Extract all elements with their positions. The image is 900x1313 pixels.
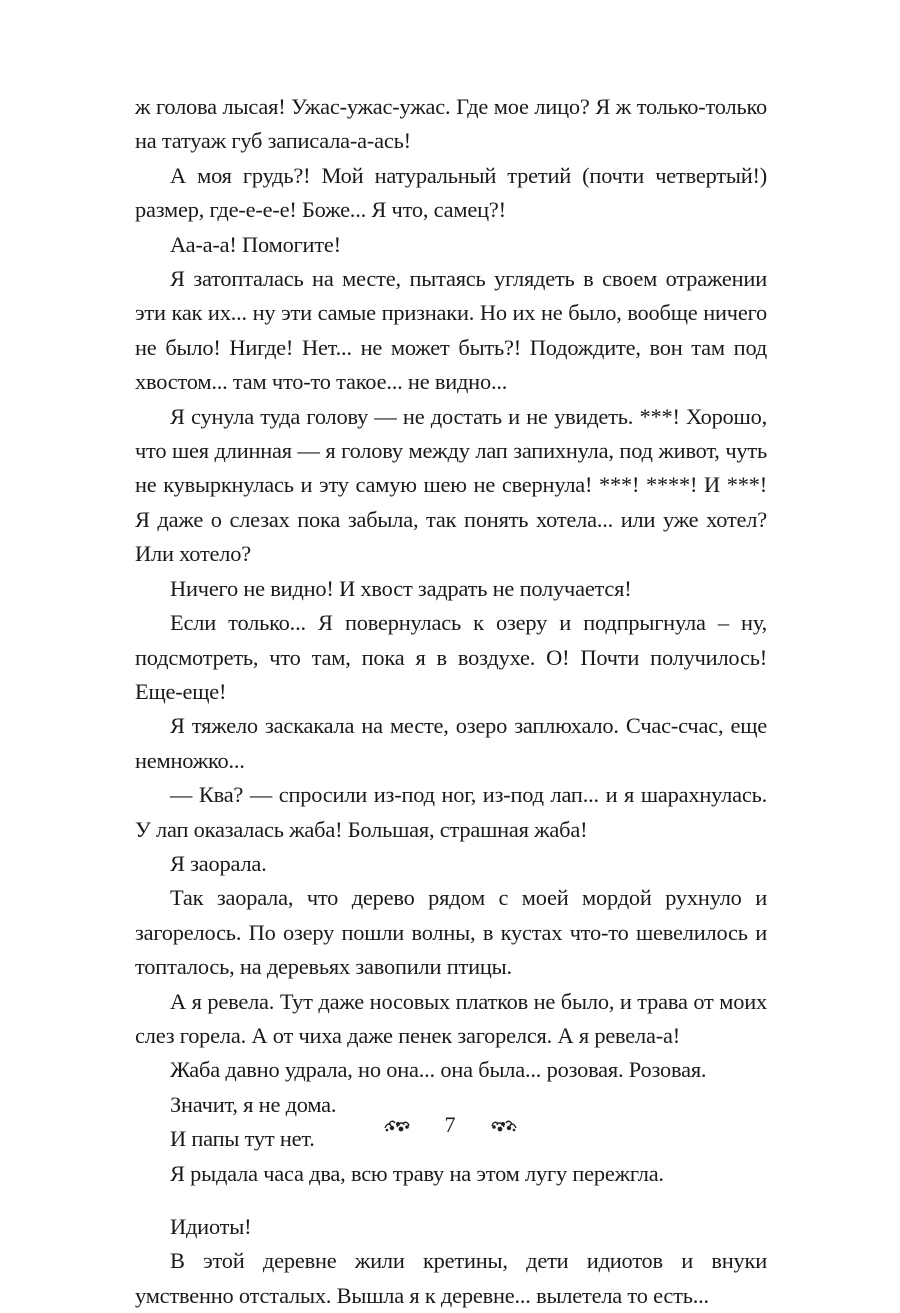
page-footer xyxy=(0,1110,900,1140)
section-break xyxy=(135,1191,767,1210)
paragraph: Я тяжело заскакала на месте, озеро заплюхало. Счас-счас, еще немножко... xyxy=(135,713,767,773)
paragraph: Жаба давно удрала, но она... она была... розовая. Розовая. xyxy=(170,1057,707,1083)
paragraph: Если только... Я повернулась к озеру и подпрыгнула – ну, подсмотреть, что там, пока я в воздухе. О! Почти получилось! Еще-еще! xyxy=(135,610,767,704)
paragraph: Так заорала, что дерево рядом с моей мордой рухнуло и загорелось. По озеру пошли волны, в кустах что-то шевелилось и топталось, на деревьях завопили птицы. xyxy=(135,885,767,980)
paragraph: В этой деревне жили кретины, дети идиотов и внуки умственно отсталых. Вышла я к деревне... вылетела то есть... xyxy=(135,1248,767,1308)
paragraph: ж голова лысая! Ужас-ужас-ужас. Где мое лицо? Я ж только-только на татуаж губ записала-а-ась! xyxy=(135,94,767,154)
floral-ornament-right-icon xyxy=(490,1117,518,1133)
paragraph: Я рыдала часа два, всю траву на этом лугу пережгла. xyxy=(170,1160,664,1186)
floral-ornament-left-icon xyxy=(383,1117,411,1133)
paragraph: Я сунула туда голову — не достать и не увидеть. ***! Хорошо, что шея длинная — я голову между лап запихнула, под живот, чуть не кувыркнулась и эту самую шею не свернула! ***! ****! И ***! Я даже о слезах пока забыла, так понять хотела... или уже хотел? Или хотело? xyxy=(135,403,767,567)
paragraph: Ничего не видно! И хвост задрать не получается! xyxy=(170,575,632,601)
paragraph: А моя грудь?! Мой натуральный третий (почти четвертый!) размер, где-е-е-е! Боже... Я что, самец?! xyxy=(135,162,767,223)
paragraph: Я заорала. xyxy=(170,850,267,876)
paragraph: Идиоты! xyxy=(170,1214,252,1239)
page-number: 7 xyxy=(444,1112,456,1137)
paragraph: Значит, я не дома. xyxy=(170,1091,337,1117)
paragraph: Аа-а-а! Помогите! xyxy=(170,231,341,257)
paragraph: — Ква? — спросили из-под ног, из-под лап... и я шарахнулась. У лап оказалась жаба! Большая, страшная жаба! xyxy=(135,782,767,842)
paragraph: А я ревела. Тут даже носовых платков не было, и трава от моих слез горела. А от чиха даже пенек загорелся. А я ревела-а! xyxy=(135,988,767,1048)
paragraph: И папы тут нет. xyxy=(170,1126,315,1152)
paragraph: Я затопталась на месте, пытаясь углядеть в своем отражении эти как их... ну эти самые признаки. Но их не было, вообще ничего не было! Нигде! Нет... не может быть?! Подождите, вон там под хвостом... там что-то такое... не видно... xyxy=(135,266,767,395)
